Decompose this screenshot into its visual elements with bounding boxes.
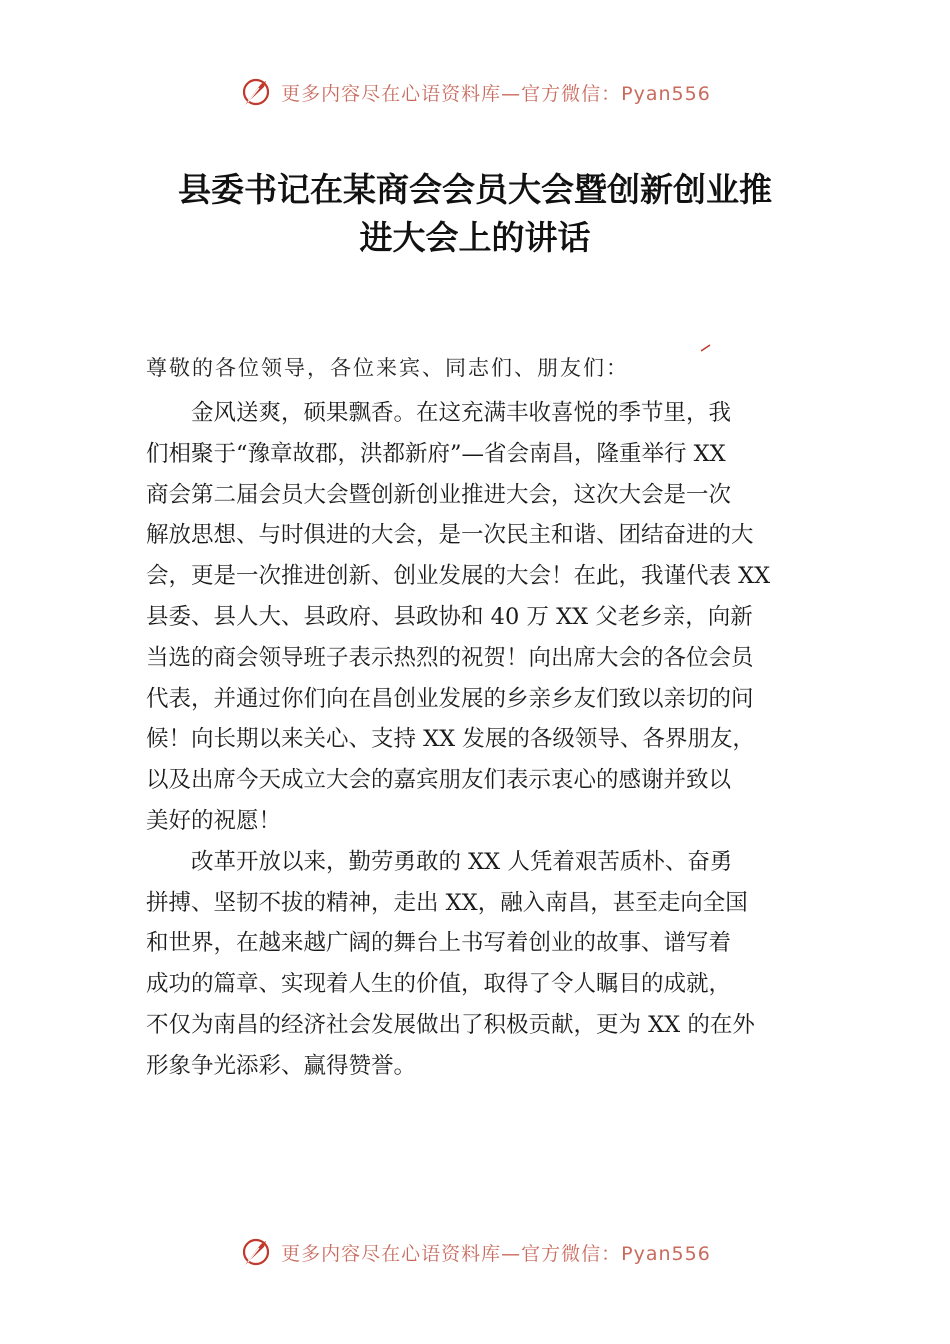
- cursor-mark-icon: [700, 344, 712, 352]
- salutation: 尊敬的各位领导，各位来宾、同志们、朋友们：: [146, 356, 629, 380]
- text-line: 金风送爽，硕果飘香。在这充满丰收喜悦的季节里，我: [191, 400, 732, 426]
- text-line: 商会第二届会员大会暨创新创业推进大会，这次大会是一次: [146, 481, 732, 508]
- text-line: 美好的祝愿！: [146, 807, 282, 834]
- text-line: 候！向长期以来关心、支持 XX 发展的各级领导、各界朋友，: [146, 726, 755, 753]
- document-title: [120, 166, 830, 262]
- text-line: 当选的商会领导班子表示热烈的祝贺！向出席大会的各位会员: [146, 644, 754, 671]
- quill-pen-logo-icon: [239, 75, 273, 109]
- text-line: 以及出席今天成立大会的嘉宾朋友们表示衷心的感谢并致以: [146, 767, 732, 794]
- header-banner: [0, 72, 950, 112]
- text-line: 县委、县人大、县政府、县政协和 40 万 XX 父老乡亲，向新: [146, 603, 753, 630]
- title-line-1: 县委书记在某商会会员大会暨创新创业推: [178, 170, 772, 209]
- document-body: [146, 393, 810, 1087]
- text-line: 和世界，在越来越广阔的舞台上书写着创业的故事、谱写着: [146, 930, 732, 957]
- text-line: 们相聚于“豫章故郡，洪都新府”—省会南昌，隆重举行 XX: [146, 440, 726, 467]
- text-line: 不仅为南昌的经济社会发展做出了积极贡献，更为 XX 的在外: [146, 1011, 755, 1038]
- text-line: 成功的篇章、实现着人生的价值，取得了令人瞩目的成就，: [146, 971, 732, 998]
- text-line: 解放思想、与时俱进的大会，是一次民主和谐、团结奋进的大: [146, 522, 754, 549]
- title-line-2: 进大会上的讲话: [359, 218, 591, 257]
- text-line: 形象争光添彩、赢得赞誉。: [146, 1052, 417, 1079]
- paragraph-2: [146, 842, 810, 1087]
- text-line: 代表，并通过你们向在昌创业发展的乡亲乡友们致以亲切的问: [146, 685, 754, 712]
- footer-banner: [0, 1232, 950, 1272]
- quill-pen-logo-icon: [239, 1235, 273, 1269]
- paragraph-1: [146, 393, 810, 842]
- banner-text: 更多内容尽在心语资料库—官方微信：Pyan556: [281, 82, 711, 105]
- text-line: 会，更是一次推进创新、创业发展的大会！在此，我谨代表 XX: [146, 563, 771, 590]
- text-line: 拼搏、坚韧不拔的精神，走出 XX，融入南昌，甚至走向全国: [146, 889, 748, 916]
- text-line: 改革开放以来，勤劳勇敢的 XX 人凭着艰苦质朴、奋勇: [191, 848, 733, 875]
- banner-text: 更多内容尽在心语资料库—官方微信：Pyan556: [281, 1242, 711, 1265]
